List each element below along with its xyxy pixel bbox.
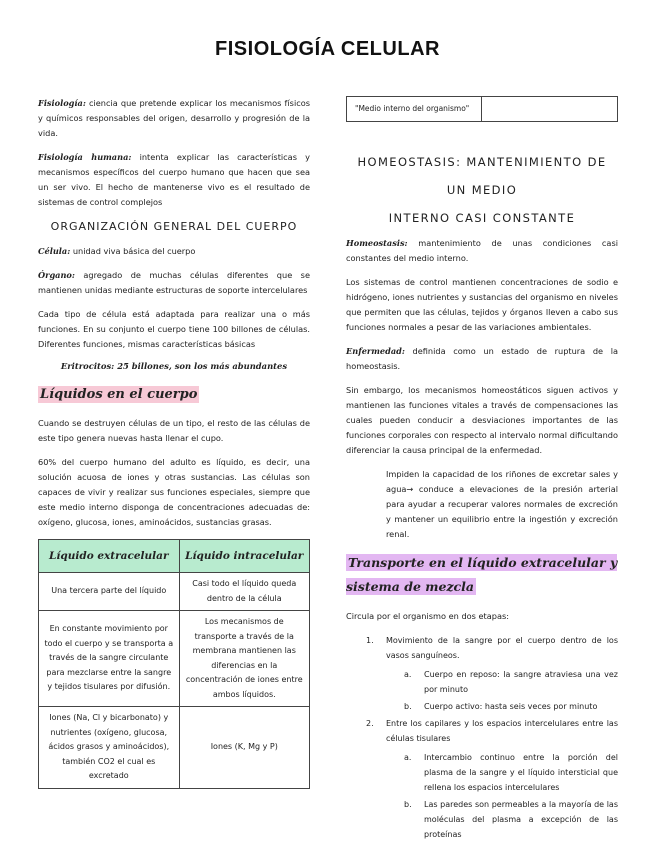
table-cell: Los mecanismos de transporte a través de la membrana mantienen las diferencias en la concentración de iones entre ambos líquidos. xyxy=(179,611,309,707)
table-cell-medio-interno: "Medio interno del organismo" xyxy=(347,97,482,122)
text-fisiologia: ciencia que pretende explicar los mecanismos físicos y químicos responsables del origen, desarrollo y progresión de la vida. xyxy=(38,98,310,138)
term-celula: Célula: xyxy=(38,246,71,256)
medio-interno-table xyxy=(346,96,618,122)
heading-transporte-wrap xyxy=(346,551,618,599)
page-title: FISIOLOGÍA CELULAR xyxy=(215,38,440,60)
list-subitem-text: Cuerpo activo: hasta seis veces por minuto xyxy=(424,702,598,711)
heading-transporte: Transporte en el líquido extracelular y sistema de mezcla xyxy=(346,555,618,594)
table-header-extracelular: Líquido extracelular xyxy=(39,540,180,573)
table-row xyxy=(347,97,618,122)
heading-liquidos-wrap xyxy=(38,383,310,406)
table-cell: Iones (K, Mg y P) xyxy=(179,707,309,789)
text-fisiologia-humana: intenta explicar las características y mecanismos específicos del cuerpo humano que hacen que sea un ser vivo. El hecho de mantenerse vivo es el resultado de sistemas de control complejos xyxy=(38,152,310,207)
term-fisiologia: Fisiología: xyxy=(38,98,86,108)
list-item xyxy=(346,716,618,746)
definition-fisiologia-humana xyxy=(38,150,310,210)
table-header-intracelular: Líquido intracelular xyxy=(179,540,309,573)
paragraph-homeostatic-mechanisms: Sin embargo, los mecanismos homeostáticos siguen activos y mantienen las funciones vitales a través de compensaciones las cuales pueden conducir a desviaciones importantes de las funciones corporales con respecto al intervalo normal dificultando diferenciar la causa principal de la enfermedad. xyxy=(346,385,618,455)
heading-liquidos: Líquidos en el cuerpo xyxy=(40,387,198,402)
list-letter: b. xyxy=(404,702,412,711)
text-organo: agregado de muchas células diferentes que se mantienen unidas mediante estructuras de soporte intercelulares xyxy=(38,270,310,295)
table-cell: Iones (Na, Cl y bicarbonato) y nutrientes (oxígeno, glucosa, ácidos grasos y aminoácidos), también CO2 el cual es excretado xyxy=(39,707,180,789)
list-subitem-text: Intercambio continuo entre la porción del plasma de la sangre y el líquido intersticial que rellena los espacios intercelulares xyxy=(424,753,618,792)
paragraph-body-fluid: 60% del cuerpo humano del adulto es líquido, es decir, una solución acuosa de iones y otras sustancias. Las células son capaces de vivir y realizar sus funciones especiales, siempre que este medio interno disponga de concentraciones adecuadas de: oxígeno, glucosa, iones, aminoácidos, sustancias grasas. xyxy=(38,457,310,527)
list-subitem-text: Cuerpo en reposo: la sangre atraviesa una vez por minuto xyxy=(424,670,618,694)
list-subitem xyxy=(346,750,618,795)
text-enfermedad: definida como un estado de ruptura de la homeostasis. xyxy=(346,346,618,371)
table-cell: En constante movimiento por todo el cuerpo y se transporta a través de la sangre circulante para mezclarse entre la sangre y tejidos tisulares por difusión. xyxy=(39,611,180,707)
list-letter: a. xyxy=(404,753,412,762)
list-item-text: Movimiento de la sangre por el cuerpo dentro de los vasos sanguíneos. xyxy=(386,636,618,660)
definition-enfermedad xyxy=(346,344,618,374)
definition-organo xyxy=(38,268,310,298)
table-cell: Casi todo el líquido queda dentro de la célula xyxy=(179,573,309,611)
list-number: 2. xyxy=(366,719,374,728)
list-subitem xyxy=(346,797,618,842)
table-cell: Una tercera parte del líquido xyxy=(39,573,180,611)
table-header-row xyxy=(39,540,310,573)
paragraph-regeneration: Cuando se destruyen células de un tipo, el resto de las células de este tipo genera nuevas hasta llenar el cupo. xyxy=(38,418,310,443)
list-subitem xyxy=(346,699,618,714)
term-fisiologia-humana: Fisiología humana: xyxy=(38,152,132,162)
paragraph-circulation-intro: Circula por el organismo en dos etapas: xyxy=(346,611,510,621)
term-organo: Órgano: xyxy=(38,270,75,280)
list-number: 1. xyxy=(366,636,374,645)
definition-celula xyxy=(38,244,310,259)
emphasis-eritrocitos: Eritrocitos: 25 billones, son los más abundantes xyxy=(60,361,288,371)
table-row xyxy=(39,707,310,789)
right-column xyxy=(346,96,618,844)
homeostasis-heading-line1: HOMEOSTASIS: MANTENIMIENTO DE UN MEDIO xyxy=(357,155,607,197)
section-heading-organizacion: ORGANIZACIÓN GENERAL DEL CUERPO xyxy=(50,220,298,233)
term-homeostasis: Homeostasis: xyxy=(346,238,408,248)
table-row xyxy=(39,611,310,707)
text-celula: unidad viva básica del cuerpo xyxy=(70,246,196,256)
fluids-table xyxy=(38,539,310,789)
homeostasis-heading-line2: INTERNO CASI CONSTANTE xyxy=(388,211,576,225)
definition-homeostasis xyxy=(346,236,618,266)
list-item-text: Entre los capilares y los espacios intercelulares entre las células tisulares xyxy=(386,719,618,743)
paragraph-kidney-example: Impiden la capacidad de los riñones de excretar sales y agua→ conduce a elevaciones de la presión arterial para ayudar a recuperar valores normales de excreción y mantener un equilibrio entre la ingestión y excreción renal. xyxy=(386,469,618,539)
circulation-list xyxy=(346,633,618,842)
paragraph-control-systems: Los sistemas de control mantienen concentraciones de sodio e hidrógeno, iones nutrientes y sustancias del organismo en niveles que permiten que las células, tejidos y órganos lleven a cabo sus funciones normales a pesar de las variaciones ambientales. xyxy=(346,277,618,332)
table-cell-empty xyxy=(482,97,618,122)
left-column xyxy=(38,96,310,789)
definition-fisiologia xyxy=(38,96,310,141)
list-item xyxy=(346,633,618,663)
section-heading-homeostasis xyxy=(346,148,618,232)
table-row xyxy=(39,573,310,611)
list-letter: b. xyxy=(404,800,412,809)
term-enfermedad: Enfermedad: xyxy=(346,346,405,356)
paragraph-cell-types: Cada tipo de célula está adaptada para realizar una o más funciones. En su conjunto el cuerpo tiene 100 billones de células. Diferentes funciones, mismas características básicas xyxy=(38,309,310,349)
list-subitem xyxy=(346,667,618,697)
list-subitem-text: Las paredes son permeables a la mayoría de las moléculas del plasma a excepción de las proteínas xyxy=(424,800,618,839)
list-letter: a. xyxy=(404,670,412,679)
text-homeostasis: mantenimiento de unas condiciones casi constantes del medio interno. xyxy=(346,238,618,263)
